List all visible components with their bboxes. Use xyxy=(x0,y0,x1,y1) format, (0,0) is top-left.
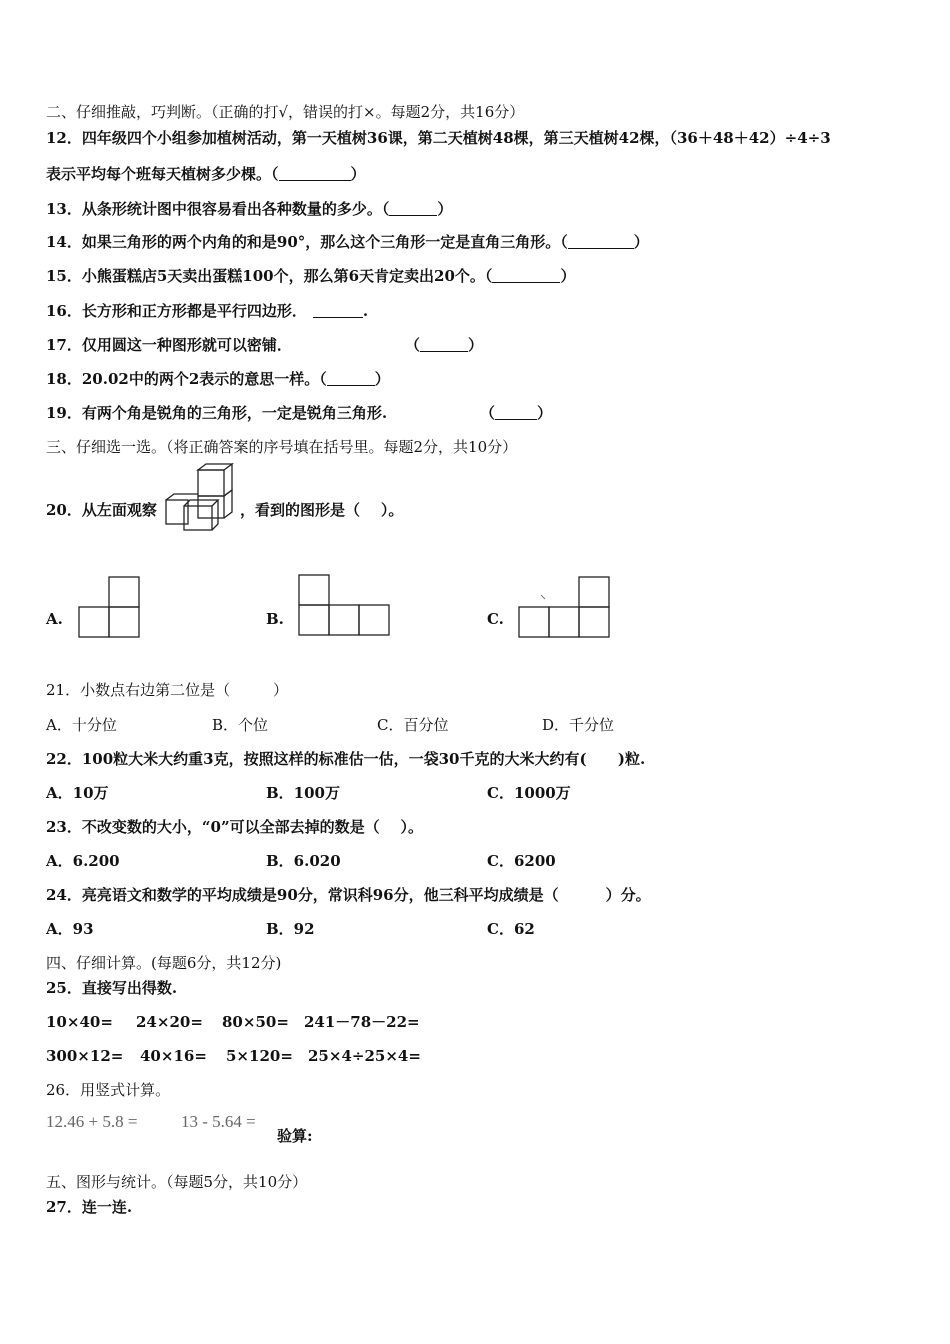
q25-question: 25．直接写出得数. xyxy=(46,979,178,997)
q27-question: 27．连一连. xyxy=(46,1198,133,1216)
calc-row2-item3: 5×120= xyxy=(226,1047,293,1065)
q19-answer xyxy=(480,403,552,423)
q16-answer-blank[interactable] xyxy=(313,303,363,318)
q26-check-label: 验算: xyxy=(277,1127,313,1145)
q20-option-a-label[interactable]: A. xyxy=(46,610,63,628)
q12-text: 表示平均每个班每天植树多少棵。（ xyxy=(46,165,279,183)
calc-row1-item2: 24×20= xyxy=(136,1013,203,1031)
q20-option-b-figure xyxy=(296,573,392,639)
q23-option-c[interactable]: C．6200 xyxy=(487,852,556,870)
q21-option-c[interactable]: C．百分位 xyxy=(377,716,449,734)
q23-option-a[interactable]: A．6.200 xyxy=(46,852,120,870)
section5-heading: 五、图形与统计。（每题5分，共10分） xyxy=(46,1173,308,1191)
calc-row2-item1: 300×12= xyxy=(46,1047,124,1065)
q20-option-c-figure xyxy=(515,575,613,641)
q12-line2 xyxy=(46,164,366,184)
q21-option-d[interactable]: D．千分位 xyxy=(542,716,615,734)
q20-option-c-label[interactable]: C. xyxy=(487,610,504,628)
q21-option-b[interactable]: B．个位 xyxy=(212,716,269,734)
q13-answer-blank[interactable] xyxy=(389,201,437,216)
q13-text: 13．从条形统计图中很容易看出各种数量的多少。（ xyxy=(46,200,390,218)
q15-text: 15．小熊蛋糕店5天卖出蛋糕100个，那么第6天肯定卖出20个。（ xyxy=(46,267,493,285)
q19-answer-blank[interactable] xyxy=(495,405,537,420)
q23-question: 23．不改变数的大小，“0”可以全部去掉的数是（ ）。 xyxy=(46,818,423,836)
q21-option-a[interactable]: A．十分位 xyxy=(46,716,117,734)
q24-question: 24．亮亮语文和数学的平均成绩是90分，常识科96分，他三科平均成绩是（ ）分。 xyxy=(46,886,651,904)
q18-close-paren: ） xyxy=(374,370,390,388)
q26-expr2: 13 - 5.64 = xyxy=(181,1112,256,1131)
section4-heading: 四、仔细计算。(每题6分，共12分) xyxy=(46,954,282,972)
q24-option-c[interactable]: C．62 xyxy=(487,920,535,938)
q19-close-paren: ） xyxy=(537,404,553,422)
calc-row1-item1: 10×40= xyxy=(46,1013,113,1031)
q20-option-b-label[interactable]: B. xyxy=(266,610,284,628)
q13-close-paren: ） xyxy=(437,200,453,218)
q18 xyxy=(46,369,390,389)
q15-close-paren: ） xyxy=(560,267,576,285)
q17-answer xyxy=(405,335,483,355)
q14-close-paren: ） xyxy=(633,233,649,251)
q12-close-paren: ） xyxy=(350,165,366,183)
q22-option-a[interactable]: A．10万 xyxy=(46,784,109,802)
q26-question: 26．用竖式计算。 xyxy=(46,1081,171,1099)
q16 xyxy=(46,301,368,321)
calc-row1-item4: 241－78－22= xyxy=(304,1013,420,1031)
q24-option-a[interactable]: A．93 xyxy=(46,920,94,938)
section2-heading: 二、仔细推敲，巧判断。（正确的打√，错误的打×。每题2分，共16分） xyxy=(46,103,525,121)
q12-line1: 12．四年级四个小组参加植树活动，第一天植树36课，第二天植树48棵，第三天植树42棵，（36＋48＋42）÷4÷3 xyxy=(46,129,831,147)
q13 xyxy=(46,199,452,219)
q19-open-paren: （ xyxy=(480,404,496,422)
q17-answer-blank[interactable] xyxy=(420,337,468,352)
q15 xyxy=(46,266,575,286)
q12-answer-blank[interactable] xyxy=(279,166,351,181)
q17-text: 17．仅用圆这一种图形就可以密铺． xyxy=(46,336,292,354)
q22-option-b[interactable]: B．100万 xyxy=(266,784,340,802)
q21-question: 21．小数点右边第二位是（ ） xyxy=(46,681,289,699)
q16-period: . xyxy=(362,302,369,320)
calc-row2-item4: 25×4÷25×4= xyxy=(308,1047,421,1065)
q18-answer-blank[interactable] xyxy=(327,371,375,386)
calc-row1-item3: 80×50= xyxy=(222,1013,289,1031)
calc-row2-item2: 40×16= xyxy=(140,1047,207,1065)
q24-option-b[interactable]: B．92 xyxy=(266,920,315,938)
q18-text: 18．20.02中的两个2表示的意思一样。（ xyxy=(46,370,327,388)
q16-text: 16．长方形和正方形都是平行四边形． xyxy=(46,302,307,320)
section3-heading: 三、仔细选一选。（将正确答案的序号填在括号里。每题2分，共10分） xyxy=(46,438,518,456)
q20-option-a-figure xyxy=(76,575,142,639)
q20-cube-stack-figure xyxy=(160,460,242,532)
q20-prefix: 20．从左面观察 xyxy=(46,501,157,519)
q22-question: 22．100粒大米大约重3克，按照这样的标准估一估，一袋30千克的大米大约有( )粒. xyxy=(46,750,646,768)
q20-suffix: ，看到的图形是（ ）。 xyxy=(240,501,404,519)
q23-option-b[interactable]: B．6.020 xyxy=(266,852,341,870)
q14-answer-blank[interactable] xyxy=(568,234,634,249)
q14 xyxy=(46,232,649,252)
q17-close-paren: ） xyxy=(468,336,484,354)
q15-answer-blank[interactable] xyxy=(492,268,560,283)
q14-text: 14．如果三角形的两个内角的和是90°，那么这个三角形一定是直角三角形。（ xyxy=(46,233,568,251)
q19-text: 19．有两个角是锐角的三角形，一定是锐角三角形. xyxy=(46,404,388,422)
q17-open-paren: （ xyxy=(405,336,421,354)
q26-expr1: 12.46 + 5.8 = xyxy=(46,1112,138,1131)
q22-option-c[interactable]: C．1000万 xyxy=(487,784,571,802)
